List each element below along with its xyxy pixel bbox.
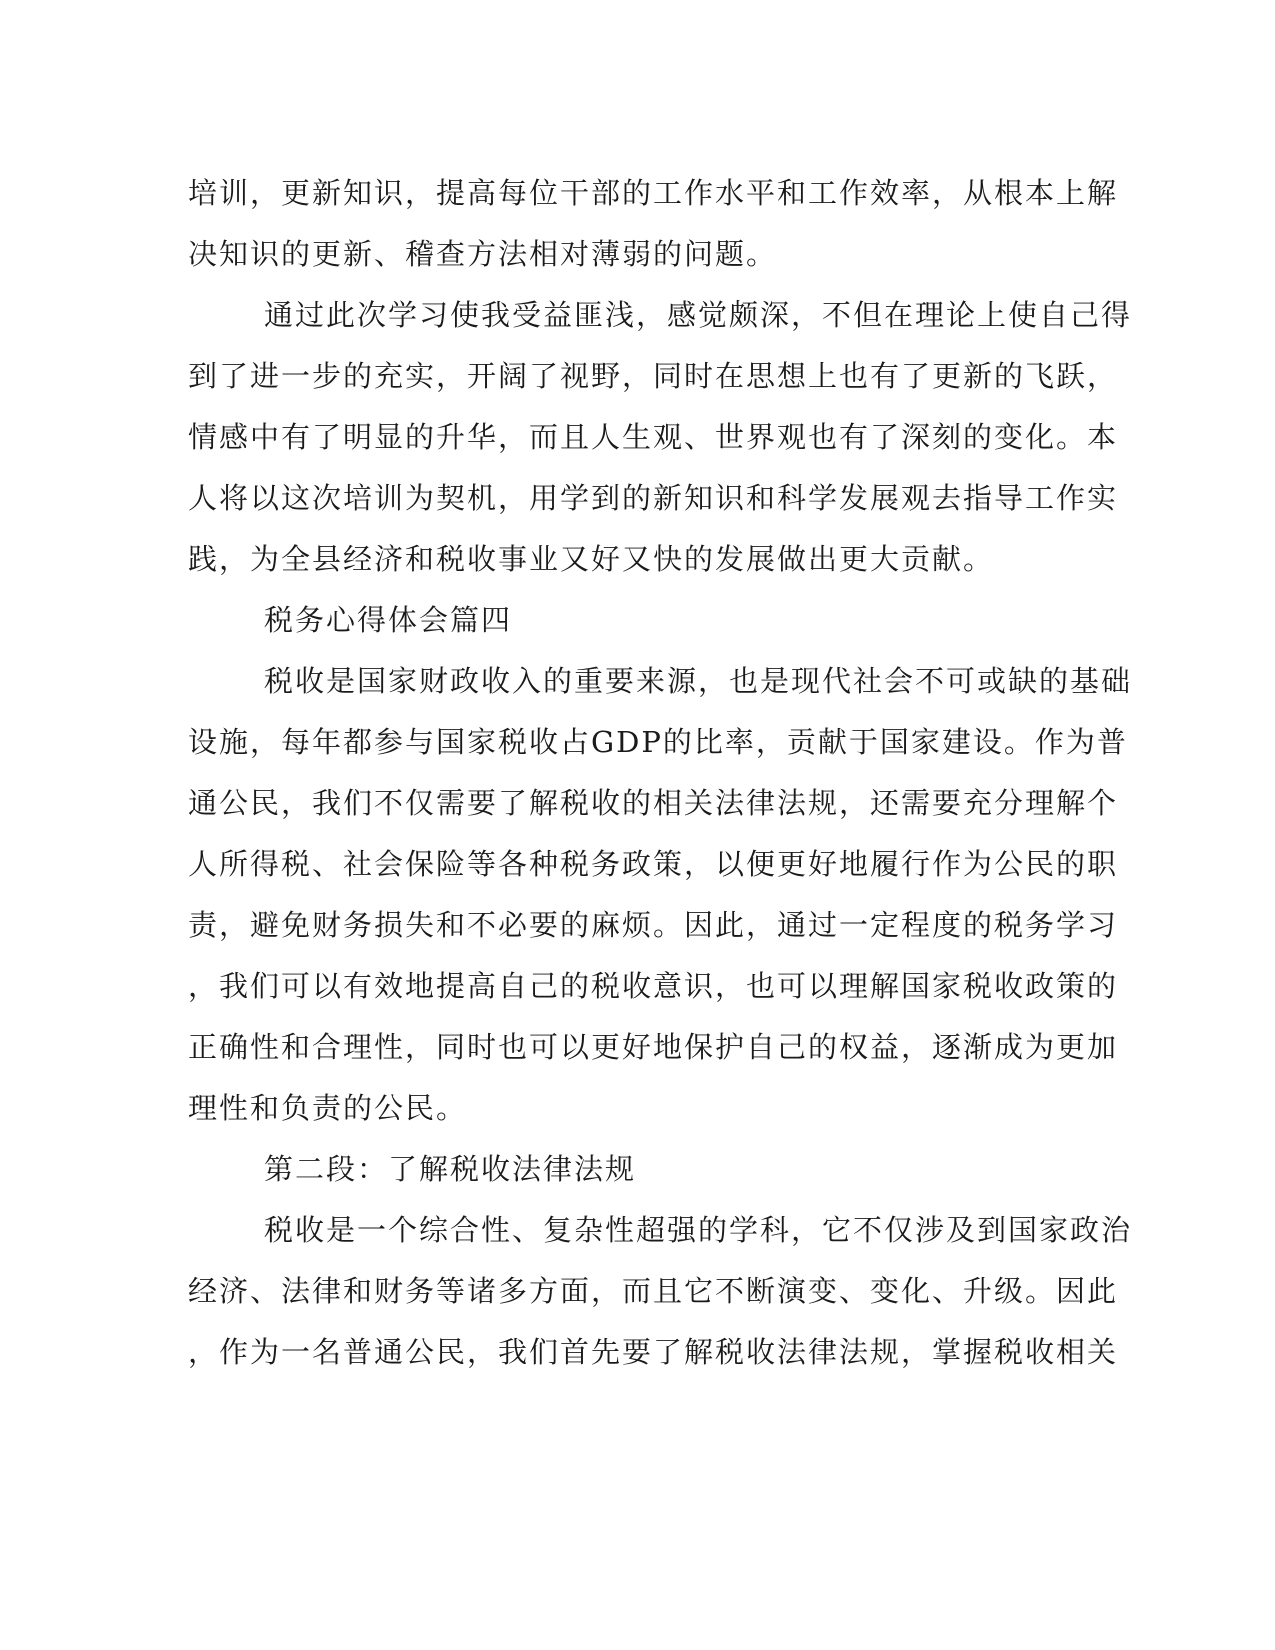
paragraph-start-line: 通过此次学习使我受益匪浅，感觉颇深，不但在理论上使自己得 (264, 298, 1133, 332)
section-heading: 税务心得体会篇四 (264, 603, 513, 637)
text-line: 设施，每年都参与国家税收占GDP的比率，贡献于国家建设。作为普 (188, 725, 1128, 759)
text-line: 培训，更新知识，提高每位干部的工作水平和工作效率，从根本上解 (188, 176, 1119, 210)
text-line: 人将以这次培训为契机，用学到的新知识和科学发展观去指导工作实 (188, 481, 1119, 515)
text-line: 理性和负责的公民。 (188, 1091, 468, 1125)
paragraph-start-line: 税收是国家财政收入的重要来源，也是现代社会不可或缺的基础 (264, 664, 1133, 698)
text-line: 决知识的更新、稽查方法相对薄弱的问题。 (188, 237, 778, 271)
text-line: 责，避免财务损失和不必要的麻烦。因此，通过一定程度的税务学习 (188, 908, 1119, 942)
text-line: 情感中有了明显的升华，而且人生观、世界观也有了深刻的变化。本 (188, 420, 1119, 454)
document-body (188, 163, 1133, 1383)
text-line: 践，为全县经济和税收事业又好又快的发展做出更大贡献。 (188, 542, 995, 576)
text-line: 经济、法律和财务等诸多方面，而且它不断演变、变化、升级。因此 (188, 1274, 1119, 1308)
paragraph-start-line: 税收是一个综合性、复杂性超强的学科，它不仅涉及到国家政治 (264, 1213, 1133, 1247)
text-line: 通公民，我们不仅需要了解税收的相关法律法规，还需要充分理解个 (188, 786, 1119, 820)
section-heading: 第二段：了解税收法律法规 (264, 1152, 637, 1186)
text-line: 到了进一步的充实，开阔了视野，同时在思想上也有了更新的飞跃， (188, 359, 1119, 393)
text-line: 正确性和合理性，同时也可以更好地保护自己的权益，逐渐成为更加 (188, 1030, 1119, 1064)
text-line: ，作为一名普通公民，我们首先要了解税收法律法规，掌握税收相关 (188, 1335, 1119, 1369)
text-line: ，我们可以有效地提高自己的税收意识，也可以理解国家税收政策的 (188, 969, 1119, 1003)
text-line: 人所得税、社会保险等各种税务政策，以便更好地履行作为公民的职 (188, 847, 1119, 881)
